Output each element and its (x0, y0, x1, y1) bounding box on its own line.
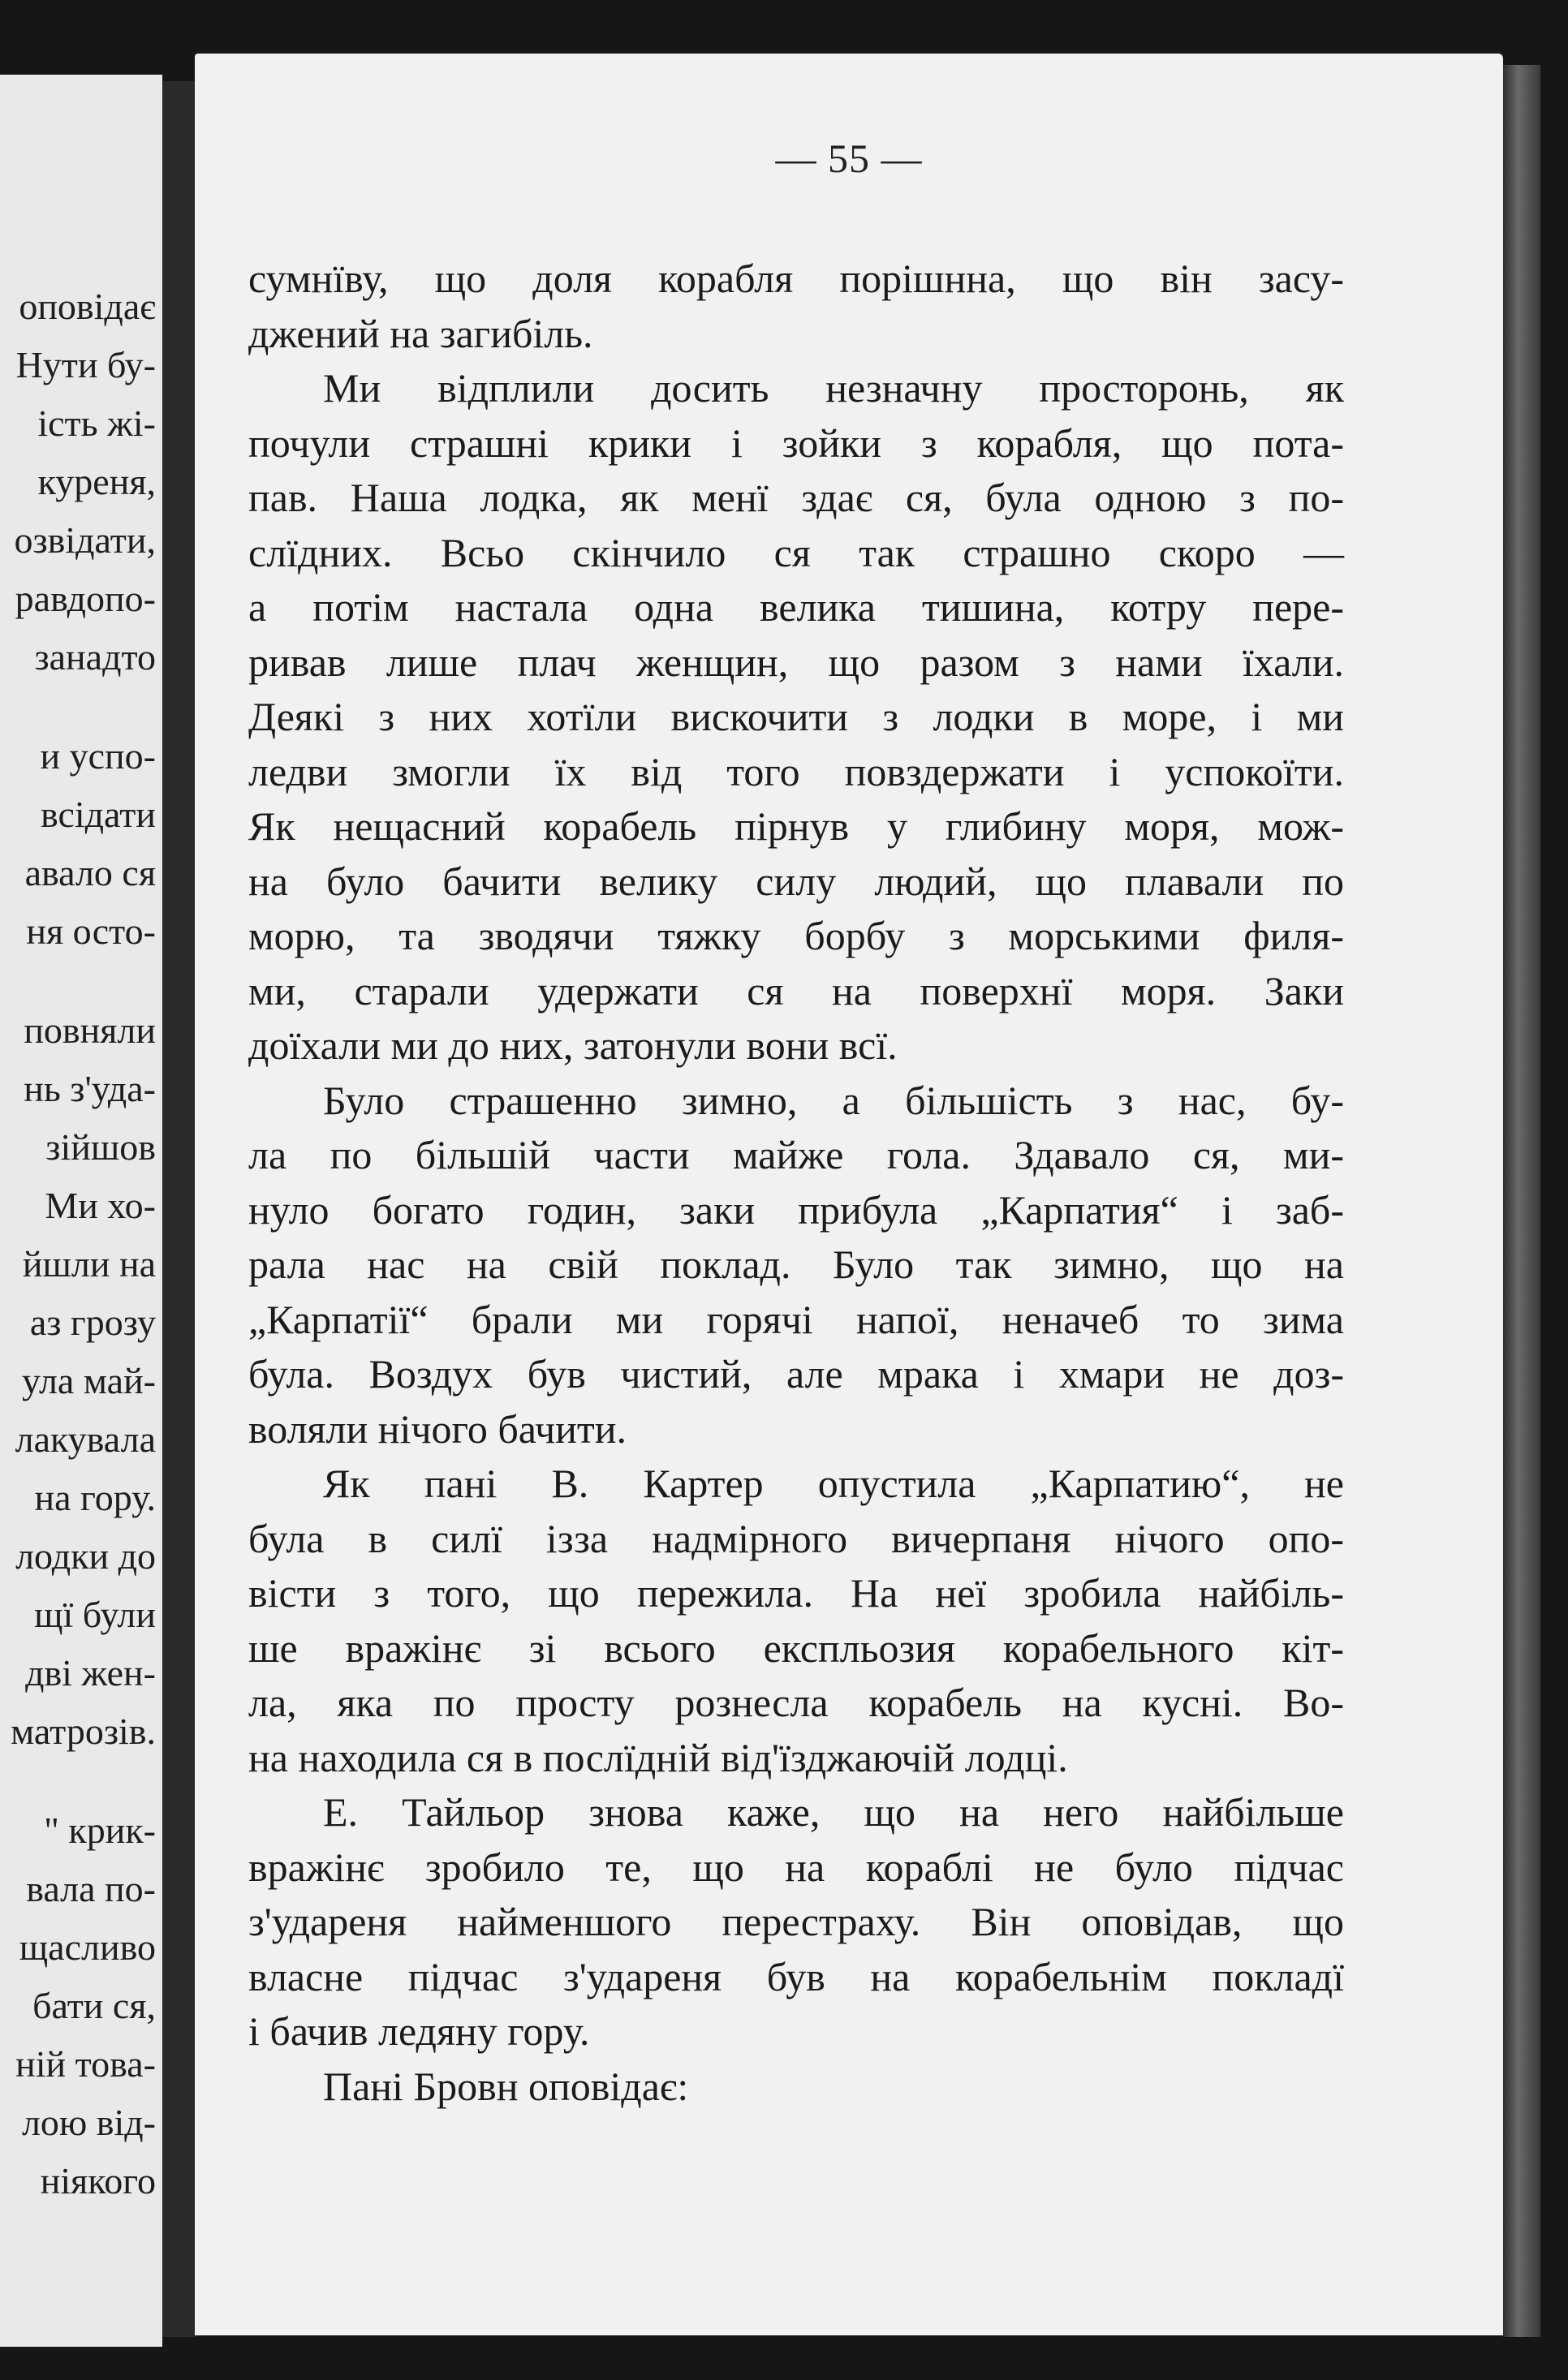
text-line: на находила ся в послїдній від'їзджаючій лодці. (248, 1734, 1068, 1780)
text-line: і бачив ледяну гору. (248, 2008, 590, 2054)
left-page-line: повняли (24, 1009, 156, 1051)
text-line: Пані Бровн оповідає: (323, 2063, 689, 2109)
text-line: вісти з того, що пережила. На неї зробила найбіль- (248, 1570, 1344, 1616)
left-page-line: авало ся (24, 852, 156, 893)
left-page-line (0, 961, 156, 1001)
text-line: Деякі з них хотїли вискочити з лодки в море, і ми (248, 694, 1344, 739)
left-page-line: куреня, (37, 461, 156, 502)
page-edges (1503, 65, 1540, 2337)
text-line: Як нещасний корабель пірнув у глибину моря, мож- (248, 803, 1344, 849)
text-line: „Карпатії“ брали ми горячі напої, неначеб то зима (248, 1296, 1344, 1342)
text-line: Ми відплили досить незначну просторонь, як (323, 365, 1344, 411)
left-page-line: лакувала (15, 1418, 156, 1460)
text-line: ла по більшій части майже гола. Здавало ся, ми- (248, 1132, 1344, 1177)
left-page-line (0, 1761, 156, 1801)
left-page (0, 75, 162, 2347)
text-line: була в силї ізза надмірного вичерпаня нічого опо- (248, 1515, 1344, 1561)
text-line: ривав лише плач женщин, що разом з нами їхали. (248, 639, 1344, 685)
left-page-line: равдопо- (15, 578, 156, 619)
book-spine (162, 81, 196, 2337)
text-line: з'удареня найменшого перестраху. Він оповідав, що (248, 1899, 1344, 1944)
text-line: вражінє зробило те, що на кораблі не було підчас (248, 1844, 1344, 1890)
left-page-line: щї були (34, 1594, 156, 1635)
text-line: джений на загибіль. (248, 310, 593, 356)
left-page-line: оповідає (19, 286, 156, 327)
left-page-line: йшли на (22, 1243, 156, 1285)
text-line: доїхали ми до них, затонули вони всї. (248, 1022, 898, 1068)
text-line: Як пані В. Картер опустила „Карпатию“, не (323, 1461, 1344, 1506)
text-line: сумнїву, що доля корабля порішнна, що він засу- (248, 256, 1344, 301)
text-line: Е. Тайльор знова каже, що на него найбільше (323, 1789, 1344, 1835)
left-page-line: дві жен- (25, 1652, 156, 1694)
body-text (248, 252, 1344, 2114)
left-page-line: всідати (41, 794, 156, 835)
left-page-line: зійшов (45, 1126, 156, 1168)
text-line: почули страшні крики і зойки з корабля, що пота- (248, 420, 1344, 466)
left-page-line: " крик- (44, 1810, 156, 1851)
right-page (195, 54, 1503, 2335)
left-page-line: матрозів. (11, 1711, 156, 1752)
left-page-line: аз грозу (29, 1302, 156, 1343)
text-line: власне підчас з'удареня був на корабельнім покладї (248, 1953, 1344, 1999)
left-page-line: ула май- (22, 1360, 156, 1401)
left-page-line: озвідати, (14, 519, 156, 561)
text-line: ледви змогли їх від того повздержати і успокоїти. (248, 748, 1344, 794)
left-page-line: Нути бу- (15, 344, 156, 385)
left-page-line: ня осто- (26, 910, 156, 952)
text-line: пав. Наша лодка, як менї здає ся, була одною з по- (248, 475, 1344, 520)
left-page-line: Ми хо- (45, 1185, 156, 1226)
left-page-line: и успо- (40, 735, 156, 777)
text-line: ми, старали удержати ся на поверхнї моря. Заки (248, 967, 1344, 1014)
text-line: ла, яка по просту рознесла корабель на кусні. Во- (248, 1680, 1344, 1725)
left-page-line: щасливо (19, 1926, 156, 1968)
text-line: морю, та зводячи тяжку борбу з морськими филя- (248, 913, 1344, 958)
left-page-line: ість жі- (37, 402, 156, 444)
left-page-line: на гору. (34, 1477, 156, 1518)
text-line: ше вражінє зі всього експльозия корабельного кіт- (248, 1625, 1344, 1671)
left-page-line: лою від- (21, 2102, 156, 2143)
text-line: на було бачити велику силу людий, що плавали по (248, 858, 1344, 904)
left-page-line: нь з'уда- (24, 1068, 156, 1109)
text-line: була. Воздух був чистий, але мрака і хмари не доз- (248, 1351, 1344, 1397)
left-page-line (0, 686, 156, 727)
left-page-line: ній това- (15, 2043, 156, 2085)
text-line: нуло богато годин, заки прибула „Карпатия“ і заб- (248, 1186, 1344, 1233)
left-page-line: лодки до (15, 1535, 156, 1577)
left-page-line: вала по- (26, 1868, 156, 1909)
left-page-text (0, 278, 156, 2210)
text-line: Було страшенно зимно, а більшість з нас, бу- (323, 1077, 1344, 1123)
text-line: рала нас на свій поклад. Було так зимно, що на (248, 1242, 1344, 1287)
page-number: — 55 — (775, 136, 923, 181)
text-line: слїдних. Всьо скінчило ся так страшно скоро — (248, 529, 1344, 575)
text-line: а потім настала одна велика тишина, котру пере- (248, 584, 1344, 630)
left-page-line: бати ся, (32, 1985, 156, 2026)
text-line: воляли нічого бачити. (248, 1405, 627, 1452)
left-page-line: ніякого (40, 2160, 156, 2201)
left-page-line: занадто (34, 636, 156, 678)
